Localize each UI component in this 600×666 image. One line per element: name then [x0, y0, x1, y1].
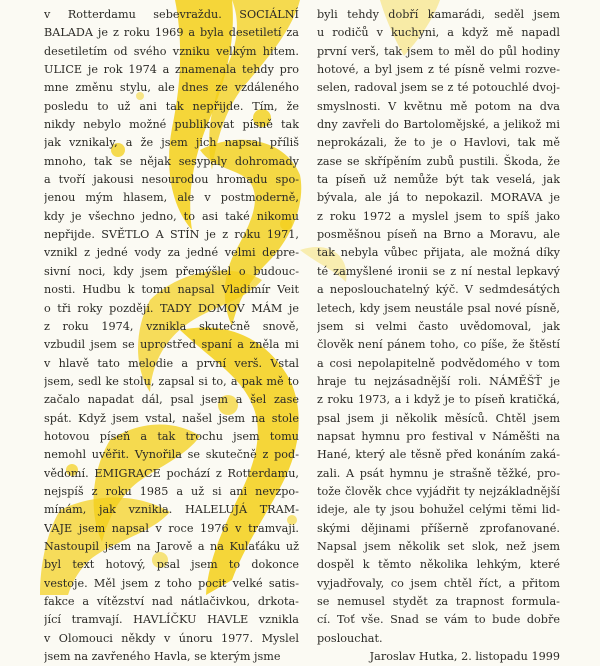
text-line: zase se skřípěním zubů pustili. Škoda, že	[317, 154, 560, 168]
text-line: vznikl z jedné vody za jedné velmi depre-	[44, 246, 299, 260]
text-line: poslouchat.	[317, 631, 383, 645]
text-line: u rodičů v kuchyni, a když mě napadl	[317, 26, 560, 40]
text-line: v Olomouci někdy v únoru 1977. Myslel	[44, 631, 299, 645]
text-line: mne změnu stylu, ale dnes ze vzdáleného	[44, 81, 299, 95]
text-line: nepřijde. SVĚTLO A STÍN je z roku 1971,	[44, 228, 299, 242]
text-line: začalo napadat dál, psal jsem a šel zase	[44, 393, 299, 407]
text-line: hotové, a byl jsem z té písně velmi rozve-	[317, 63, 560, 77]
text-line: jenou mým hlasem, ale v postmoderně,	[44, 191, 299, 205]
text-line: ideje, ale ty jsou bohužel celými těmi lid-	[317, 503, 560, 517]
text-line: desetiletím od svého vzniku velkým hitem.	[44, 44, 299, 58]
text-line: hraje tu nejzásadnější roli. NÁMĚŠŤ je	[317, 374, 560, 388]
text-line: sivní noci, kdy jsem přemýšlel o budouc-	[44, 264, 299, 278]
text-line: selen, radoval jsem se z té potouchlé dvoj-	[317, 81, 560, 95]
author-signature: Jaroslav Hutka, 2. listopadu 1999	[369, 650, 560, 664]
text-line: nikdy nebylo možné publikovat písně tak	[44, 118, 299, 132]
text-line: nemohl uvěřit. Vynořila se skutečně z pod-	[44, 448, 299, 462]
text-line: z roku 1974, vznikla skutečně snově,	[44, 319, 299, 333]
text-line: bývala, ale já to nepokazil. MORAVA je	[317, 191, 560, 205]
text-line: zali. A psát hymnu je strašně těžké, pro-	[317, 466, 560, 480]
text-line: dospěl k těmto několika lehkým, které	[317, 558, 560, 572]
text-line: napsat hymnu pro festival v Náměšti na	[317, 429, 560, 443]
text-line: skými dějinami příšerně zprofanované.	[317, 521, 560, 535]
text-line: se nemusel stydět za trapnost formula-	[317, 595, 560, 608]
text-line: jak vznikaly, a že jsem jich napsal příliš	[44, 136, 299, 150]
text-line: letech, kdy jsem neustále psal nové písně,	[317, 301, 560, 315]
text-line: a cosi nepolapitelně podvědomého v tom	[317, 356, 560, 370]
text-line: Hané, který ale těsně před konáním zaká-	[317, 448, 560, 462]
text-line: posměšnou píseň na Brno a Moravu, ale	[317, 228, 560, 242]
text-line: mnoho, tak se nějak sesypaly dohromady	[44, 154, 299, 168]
text-line: jsem na zavřeného Havla, se kterým jsme	[44, 650, 281, 664]
text-line: jsem, sedl ke stolu, zapsal si to, a pak mě to	[44, 374, 299, 388]
text-line: spát. Když jsem vstal, našel jsem na stole	[44, 411, 299, 425]
text-line: smyslnosti. V květnu mě potom na dva	[317, 99, 560, 113]
text-line: kdy je všechno jedno, to asi také nikomu	[44, 209, 299, 223]
text-line: člověk není pánem toho, co píše, že štěstí	[317, 338, 560, 352]
text-line: vyjadřovaly, co jsem chtěl říct, a přitom	[317, 576, 560, 590]
text-line: vědomí. EMIGRACE pochází z Rotterdamu,	[44, 466, 299, 480]
text-line: první verš, tak jsem to měl do půl hodiny	[317, 44, 560, 58]
text-line: a tvoří jakousi nesourodou hromadu spo-	[44, 173, 299, 187]
text-line: cí. Toť vše. Snad se vám to bude dobře	[317, 613, 560, 627]
text-line: v hlavě tato melodie a první verš. Vstal	[44, 356, 299, 370]
text-line: nejspíš z roku 1985 a už si ani nevzpo-	[44, 484, 299, 498]
text-line: ta píseň už nemůže být tak veselá, jak	[317, 173, 560, 187]
text-line: fakce a vítězství nad nátlačivkou, drkota-	[44, 595, 299, 608]
text-line: jsem si velmi často uvědomoval, jak	[317, 319, 560, 333]
text-line: z roku 1972 a myslel jsem to spíš jako	[317, 209, 560, 223]
text-line: jící tramvají. HAVLÍČKU HAVLE vznikla	[44, 613, 299, 627]
text-line: z roku 1973, a i když je to píseň kratičká,	[317, 393, 560, 407]
text-line: mínám, jak vznikla. HALELUJÁ TRAM-	[44, 503, 299, 517]
text-line: v Rotterdamu sebevraždu. SOCIÁLNÍ	[44, 8, 299, 21]
text-line: o tři roky později. TADY DOMOV MÁM je	[44, 301, 299, 315]
text-line: hotovou píseň a tak trochu jsem tomu	[44, 429, 299, 443]
text-line: byl text hotový, psal jsem to dokonce	[44, 558, 299, 572]
left-text-column	[44, 6, 299, 666]
text-line: té zamyšlené ironii se z ní nestal lepkavý	[317, 264, 560, 278]
text-line: tak nebyla vůbec přijata, ale možná díky	[317, 246, 560, 260]
text-line: posledu to už ani tak nepřijde. Tím, že	[44, 99, 299, 113]
text-line: Nastoupil jsem na Jarově a na Kulaťáku už	[44, 539, 299, 553]
text-line: a neposlouchatelný kýč. V sedmdesátých	[317, 283, 560, 297]
text-line: ULICE je rok 1974 a znamenala tehdy pro	[44, 63, 299, 77]
text-line: nosti. Hudbu k tomu napsal Vladimír Veit	[44, 283, 299, 297]
text-line: psal jsem ji několik měsíců. Chtěl jsem	[317, 411, 560, 425]
text-line: Napsal jsem několik set slok, než jsem	[317, 539, 560, 553]
text-line: BALADA je z roku 1969 a byla desetiletí za	[44, 26, 299, 40]
right-text-column	[317, 6, 560, 666]
text-line: neprokázali, že to je o Havlovi, tak mě	[317, 136, 560, 150]
text-line: byli tehdy dobří kamarádi, seděl jsem	[317, 8, 560, 21]
text-line: vestoje. Měl jsem z toho pocit velké satis-	[44, 576, 299, 590]
text-line: vzbudil jsem se uprostřed spaní a zněla mi	[44, 338, 299, 352]
text-line: tože člověk chce vyjádřit ty nejzákladnější	[317, 484, 560, 498]
text-line: dny zavřeli do Bartolomějské, a jelikož mi	[317, 118, 560, 132]
text-line: VAJE jsem napsal v roce 1976 v tramvaji.	[44, 521, 299, 535]
